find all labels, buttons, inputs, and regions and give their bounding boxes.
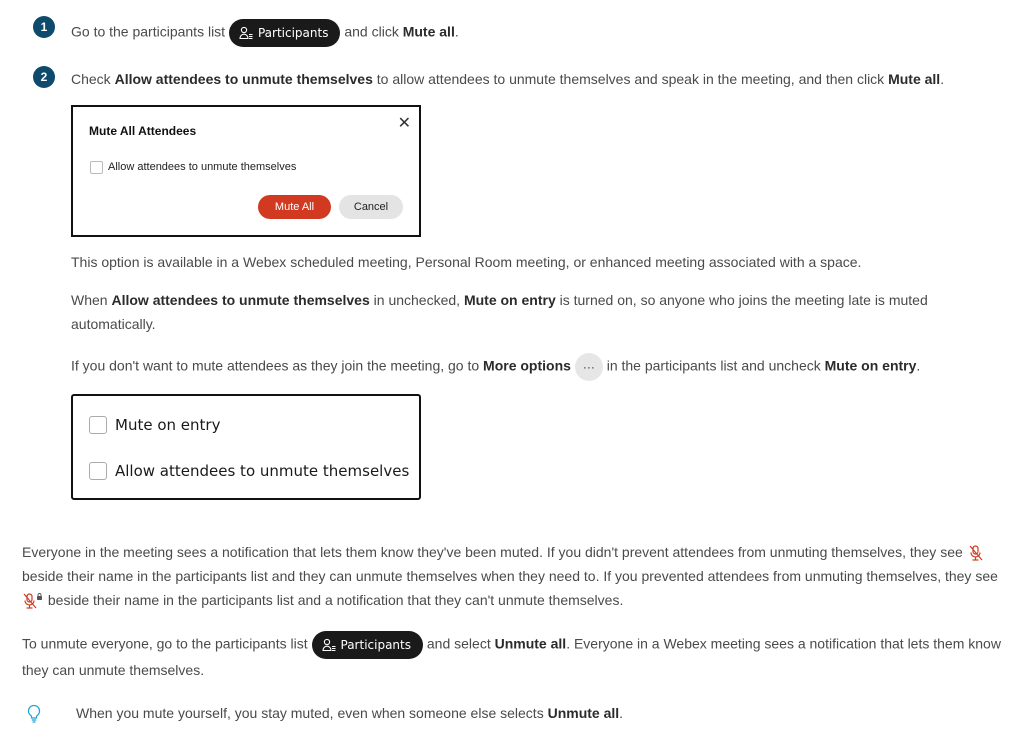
para-when-line-1 xyxy=(71,290,928,310)
allow-unmute-option-label: Allow attendees to unmute themselves xyxy=(115,462,410,480)
mute-all-dialog xyxy=(71,105,421,237)
para-everyone-text-1: Everyone in the meeting sees a notification that lets them know they've been muted. If you didn't prevent attendees from unmuting themselves, they see xyxy=(22,544,963,560)
muted-locked-mic-icon xyxy=(22,592,44,610)
para-unmute-line-1 xyxy=(22,631,1001,659)
para-when-mid: in unchecked, xyxy=(373,292,461,308)
participants-button-2-label: Participants xyxy=(340,638,411,652)
para-everyone-text-3: beside their name in the participants list and a notification that they can't unmute themselves. xyxy=(47,592,624,608)
para-available: This option is available in a Webex scheduled meeting, Personal Room meeting, or enhanced meeting associated with a space. xyxy=(71,254,862,270)
para-when-post: is turned on, so anyone who joins the meeting late is muted xyxy=(559,292,928,308)
para-unmute-mid: and select xyxy=(426,635,491,652)
dialog-title: Mute All Attendees xyxy=(89,124,197,138)
para-dont-mid: in the participants list and uncheck xyxy=(606,357,821,374)
step-1-mid: and click xyxy=(344,23,399,40)
para-unmute-line-2: they can unmute themselves. xyxy=(22,662,205,678)
tip-end: . xyxy=(619,705,624,721)
step-2-mid: to allow attendees to unmute themselves and speak in the meeting, and then click xyxy=(376,71,885,87)
step-1-badge: 1 xyxy=(33,16,55,38)
step-2-badge: 2 xyxy=(33,66,55,88)
step-1-end: . xyxy=(454,23,459,40)
para-when-bold-1: Allow attendees to unmute themselves xyxy=(111,292,370,308)
options-panel xyxy=(71,394,421,500)
mute-on-entry-label: Mute on entry xyxy=(115,416,221,434)
step-2-bold-1: Allow attendees to unmute themselves xyxy=(114,71,373,87)
para-dont-bold-2: Mute on entry xyxy=(824,357,917,374)
step-2-bold-2: Mute all xyxy=(888,71,941,87)
step-2-end: . xyxy=(940,71,945,87)
para-unmute-bold: Unmute all xyxy=(494,635,567,652)
allow-unmute-checkbox-label: Allow attendees to unmute themselves xyxy=(108,161,297,173)
allow-unmute-option-checkbox[interactable] xyxy=(89,462,107,480)
para-unmute-post: . Everyone in a Webex meeting sees a notification that lets them know xyxy=(566,635,1001,652)
para-everyone-line-3 xyxy=(22,590,623,610)
mute-all-button[interactable]: Mute All xyxy=(258,195,331,219)
tip-pre: When you mute yourself, you stay muted, even when someone else selects xyxy=(76,705,544,721)
cancel-button[interactable]: Cancel xyxy=(339,195,403,219)
muted-mic-icon xyxy=(967,544,985,562)
para-everyone-line-1 xyxy=(22,542,985,562)
para-when-line-2: automatically. xyxy=(71,316,156,332)
step-2-text xyxy=(71,69,944,89)
tip-bold: Unmute all xyxy=(547,705,620,721)
step-1-pre: Go to the participants list xyxy=(71,23,226,40)
mute-on-entry-checkbox[interactable] xyxy=(89,416,107,434)
participants-icon xyxy=(239,26,253,40)
lightbulb-icon xyxy=(26,704,42,724)
tip-text xyxy=(76,703,623,723)
close-icon[interactable]: ✕ xyxy=(397,115,411,132)
participants-icon xyxy=(322,638,336,652)
step-1-text xyxy=(71,19,459,47)
step-1-bold: Mute all xyxy=(402,23,455,40)
para-when-bold-2: Mute on entry xyxy=(463,292,556,308)
participants-button-2[interactable] xyxy=(312,631,424,659)
participants-button[interactable] xyxy=(229,19,341,47)
step-2-pre: Check xyxy=(71,71,111,87)
allow-unmute-checkbox[interactable] xyxy=(90,161,103,174)
para-unmute-pre: To unmute everyone, go to the participants list xyxy=(22,635,308,652)
para-dont-bold-1: More options xyxy=(483,357,571,374)
para-dont-pre: If you don't want to mute attendees as they join the meeting, go to xyxy=(71,357,480,374)
para-dont-end: . xyxy=(916,357,921,374)
para-when-pre: When xyxy=(71,292,108,308)
more-options-icon[interactable]: ··· xyxy=(575,353,603,381)
para-dont xyxy=(71,353,920,381)
participants-button-label: Participants xyxy=(257,26,329,40)
para-everyone-line-2: beside their name in the participants list and they can unmute themselves when they need to. If you prevented attendees from unmuting themselves, they see xyxy=(22,568,998,584)
